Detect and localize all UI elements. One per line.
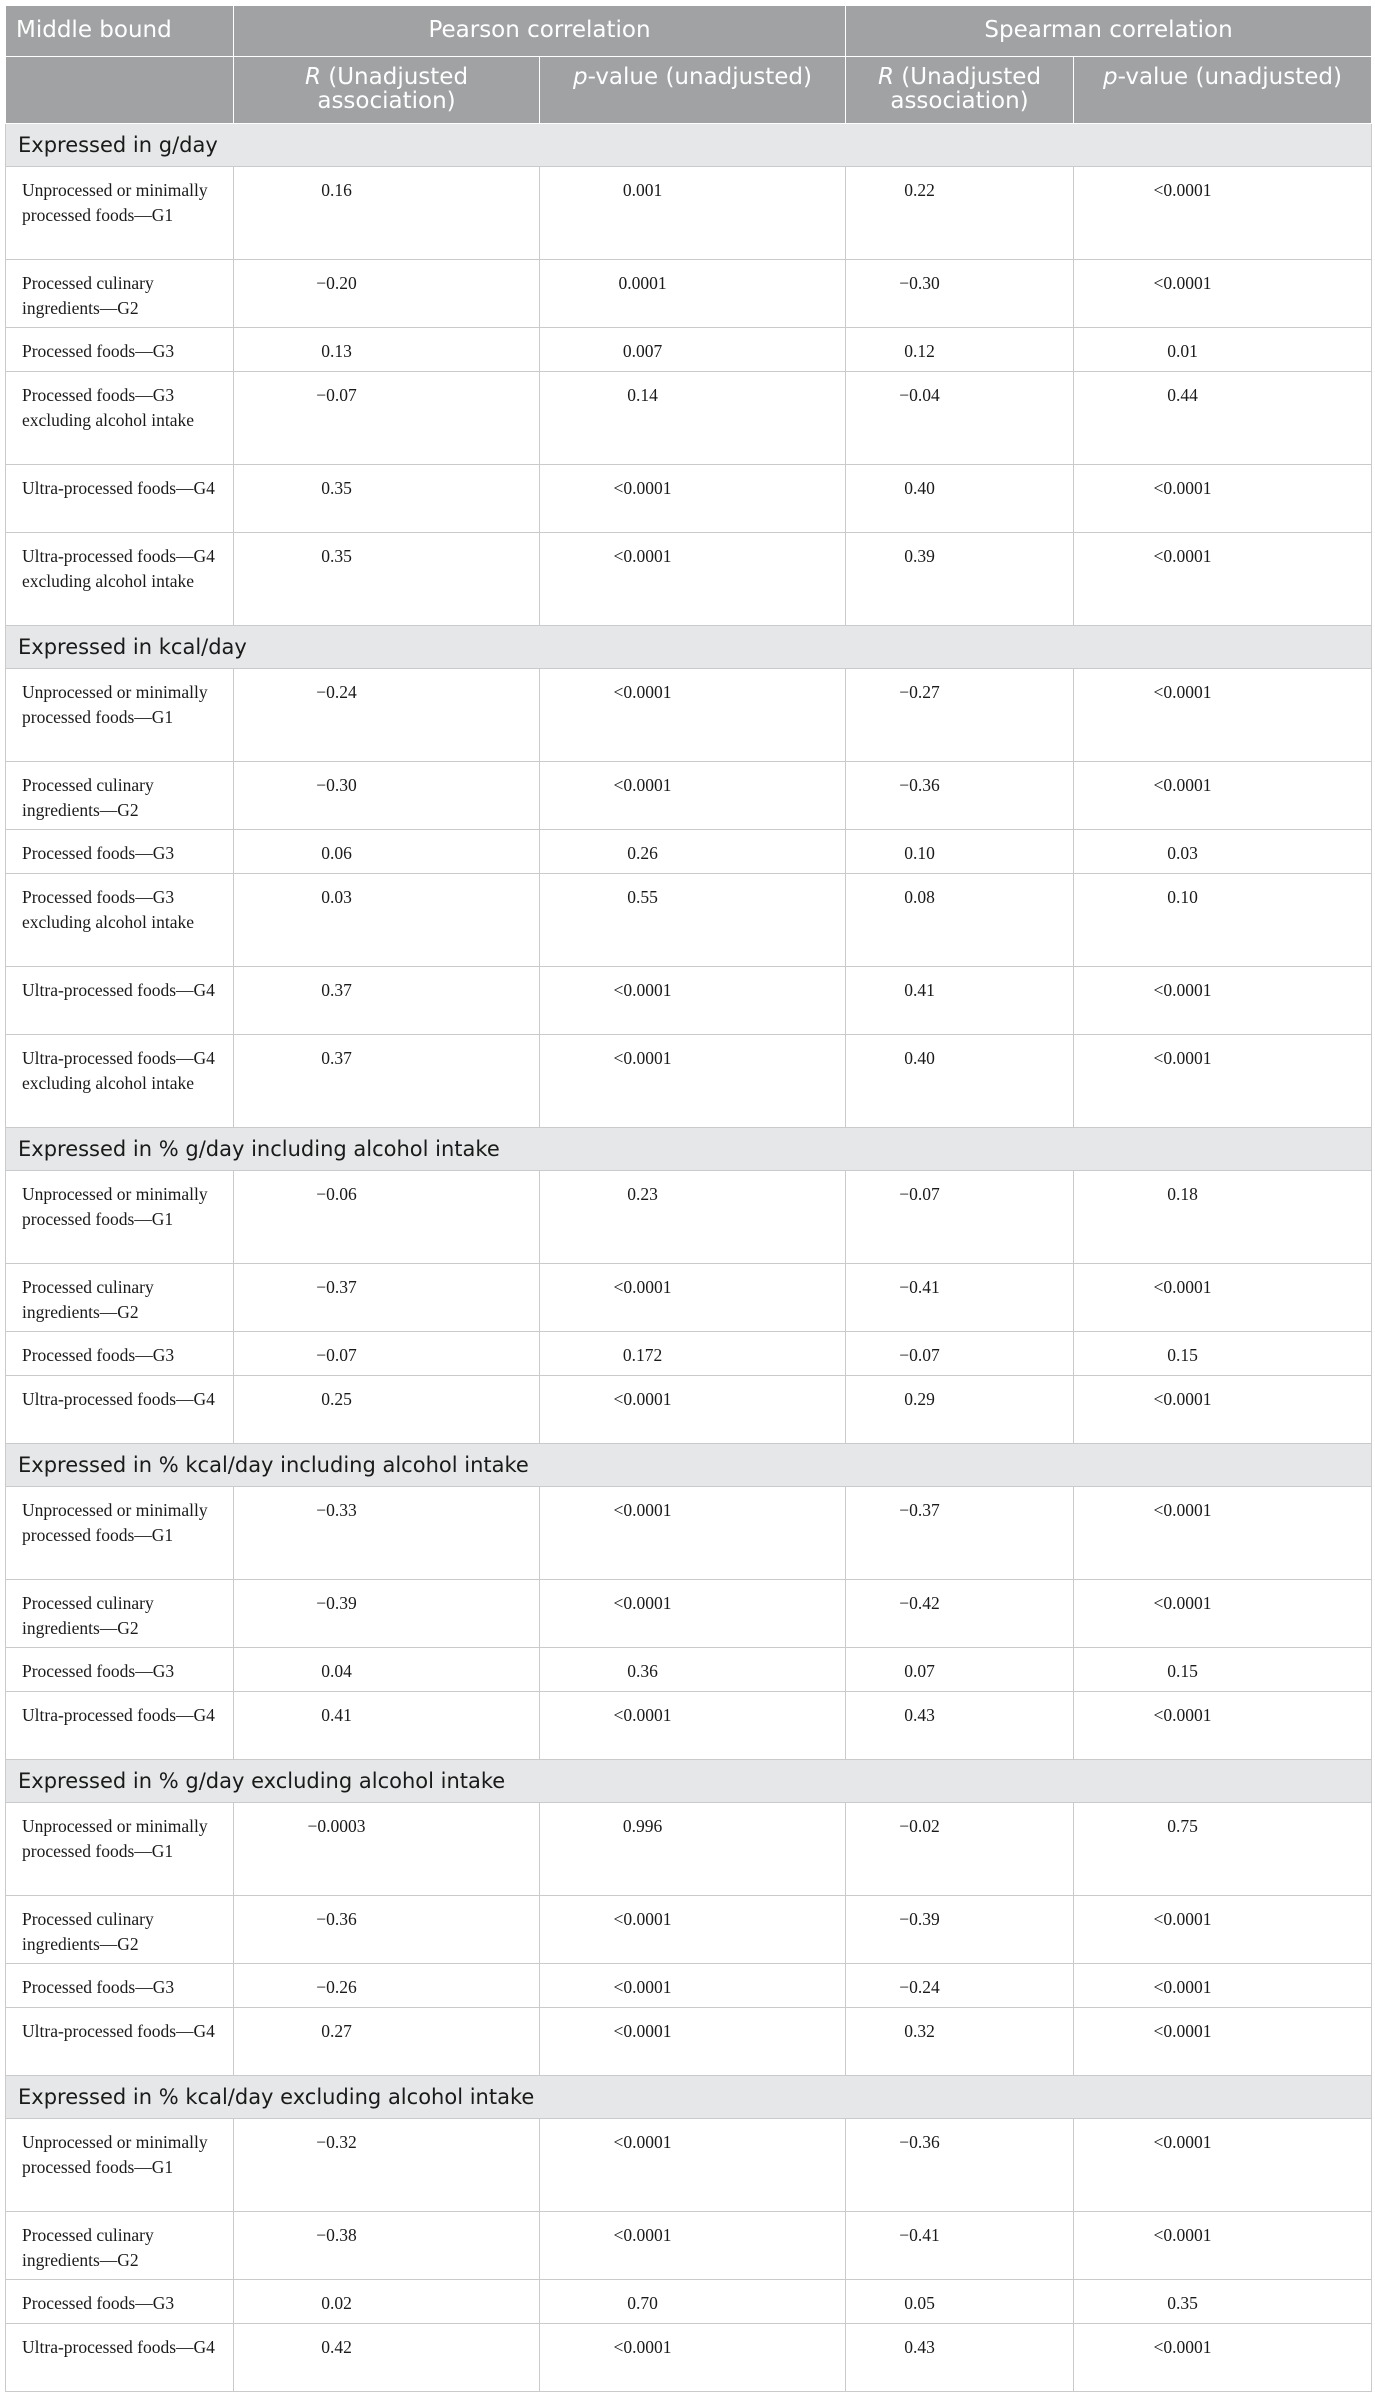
spearman-p-cell: 0.10 [1074,874,1372,967]
pearson-p-cell: <0.0001 [540,1964,846,2008]
p-desc: -value (unadjusted) [1117,64,1342,90]
pearson-r-cell: 0.16 [234,167,540,260]
table-row [6,830,1372,874]
pearson-r-cell: 0.42 [234,2324,540,2392]
table-row [6,1692,1372,1760]
table-row [6,465,1372,533]
r-symbol: R [304,64,321,90]
section-title: Expressed in % g/day including alcohol intake [6,1128,1372,1171]
spearman-r-cell: 0.07 [846,1648,1074,1692]
table-header [6,6,1372,124]
spearman-p-cell: <0.0001 [1074,260,1372,328]
spearman-r-cell: 0.08 [846,874,1074,967]
pearson-r-cell: 0.37 [234,967,540,1035]
spearman-p-cell: <0.0001 [1074,1264,1372,1332]
spearman-r-cell: −0.07 [846,1332,1074,1376]
row-label: Unprocessed or minimally processed foods—G1 [6,167,234,260]
spearman-p-cell: <0.0001 [1074,1692,1372,1760]
header-spearman-r [846,57,1074,124]
spearman-r-cell: −0.30 [846,260,1074,328]
table-row [6,1332,1372,1376]
header-middle-bound: Middle bound [6,6,234,57]
spearman-p-cell: 0.15 [1074,1648,1372,1692]
pearson-r-cell: −0.30 [234,762,540,830]
spearman-r-cell: −0.41 [846,1264,1074,1332]
pearson-r-cell: 0.35 [234,465,540,533]
pearson-r-cell: −0.39 [234,1580,540,1648]
pearson-r-cell: −0.06 [234,1171,540,1264]
pearson-p-cell: <0.0001 [540,967,846,1035]
spearman-p-cell: <0.0001 [1074,167,1372,260]
row-label: Processed culinary ingredients—G2 [6,2212,234,2280]
section-title: Expressed in kcal/day [6,626,1372,669]
spearman-r-cell: 0.29 [846,1376,1074,1444]
table-row [6,328,1372,372]
pearson-r-cell: −0.0003 [234,1803,540,1896]
spearman-r-cell: 0.22 [846,167,1074,260]
row-label: Unprocessed or minimally processed foods—G1 [6,2119,234,2212]
pearson-p-cell: <0.0001 [540,2008,846,2076]
row-label: Processed culinary ingredients—G2 [6,1264,234,1332]
spearman-r-cell: −0.37 [846,1487,1074,1580]
spearman-p-cell: <0.0001 [1074,1376,1372,1444]
spearman-p-cell: <0.0001 [1074,465,1372,533]
spearman-p-cell: <0.0001 [1074,669,1372,762]
pearson-p-cell: <0.0001 [540,2119,846,2212]
table-row [6,533,1372,626]
table-row [6,2324,1372,2392]
p-symbol: p [573,64,588,90]
pearson-p-cell: 0.007 [540,328,846,372]
row-label: Processed foods—G3 [6,328,234,372]
table-row [6,167,1372,260]
row-label: Processed foods—G3 [6,830,234,874]
table-row [6,762,1372,830]
spearman-p-cell: <0.0001 [1074,1896,1372,1964]
table-row [6,2212,1372,2280]
table-row [6,372,1372,465]
spearman-r-cell: −0.24 [846,1964,1074,2008]
header-row-2 [6,57,1372,124]
spearman-r-cell: 0.12 [846,328,1074,372]
r-desc: (Unadjusted association) [317,64,469,114]
table-row [6,1171,1372,1264]
row-label: Processed culinary ingredients—G2 [6,1580,234,1648]
spearman-p-cell: <0.0001 [1074,967,1372,1035]
spearman-p-cell: <0.0001 [1074,1964,1372,2008]
row-label: Unprocessed or minimally processed foods—G1 [6,1803,234,1896]
header-spearman-p [1074,57,1372,124]
row-label: Processed foods—G3 [6,1648,234,1692]
row-label: Ultra-processed foods—G4 [6,967,234,1035]
pearson-p-cell: 0.36 [540,1648,846,1692]
spearman-p-cell: 0.01 [1074,328,1372,372]
pearson-r-cell: 0.41 [234,1692,540,1760]
section-title: Expressed in % kcal/day including alcohol intake [6,1444,1372,1487]
spearman-p-cell: 0.18 [1074,1171,1372,1264]
header-row-1 [6,6,1372,57]
header-pearson: Pearson correlation [234,6,846,57]
row-label: Ultra-processed foods—G4 [6,1692,234,1760]
pearson-p-cell: 0.172 [540,1332,846,1376]
pearson-p-cell: <0.0001 [540,669,846,762]
spearman-p-cell: <0.0001 [1074,1580,1372,1648]
row-label: Processed foods—G3 excluding alcohol intake [6,874,234,967]
table-row [6,2280,1372,2324]
spearman-r-cell: −0.02 [846,1803,1074,1896]
pearson-p-cell: <0.0001 [540,1376,846,1444]
table-row [6,1803,1372,1896]
pearson-p-cell: <0.0001 [540,762,846,830]
pearson-r-cell: −0.07 [234,372,540,465]
spearman-r-cell: 0.39 [846,533,1074,626]
spearman-r-cell: −0.42 [846,1580,1074,1648]
section-title: Expressed in % g/day excluding alcohol intake [6,1760,1372,1803]
pearson-p-cell: <0.0001 [540,1264,846,1332]
spearman-r-cell: −0.36 [846,2119,1074,2212]
pearson-p-cell: <0.0001 [540,1896,846,1964]
pearson-p-cell: <0.0001 [540,1035,846,1128]
pearson-r-cell: −0.33 [234,1487,540,1580]
spearman-r-cell: 0.32 [846,2008,1074,2076]
table-row [6,1896,1372,1964]
spearman-r-cell: −0.36 [846,762,1074,830]
section-row [6,1760,1372,1803]
row-label: Processed foods—G3 [6,1332,234,1376]
spearman-p-cell: <0.0001 [1074,1035,1372,1128]
spearman-p-cell: 0.03 [1074,830,1372,874]
pearson-p-cell: <0.0001 [540,1487,846,1580]
spearman-p-cell: 0.75 [1074,1803,1372,1896]
row-label: Processed foods—G3 excluding alcohol intake [6,372,234,465]
row-label: Processed culinary ingredients—G2 [6,1896,234,1964]
pearson-p-cell: 0.14 [540,372,846,465]
p-desc: -value (unadjusted) [587,64,812,90]
pearson-p-cell: <0.0001 [540,2324,846,2392]
p-symbol: p [1103,64,1118,90]
pearson-p-cell: <0.0001 [540,533,846,626]
header-pearson-r [234,57,540,124]
pearson-r-cell: 0.04 [234,1648,540,1692]
spearman-r-cell: 0.43 [846,2324,1074,2392]
spearman-r-cell: −0.27 [846,669,1074,762]
table-wrapper [5,5,1371,2392]
spearman-p-cell: 0.15 [1074,1332,1372,1376]
spearman-p-cell: <0.0001 [1074,533,1372,626]
section-title: Expressed in g/day [6,124,1372,167]
table-row [6,260,1372,328]
table-row [6,874,1372,967]
header-empty [6,57,234,124]
spearman-r-cell: 0.40 [846,465,1074,533]
spearman-p-cell: <0.0001 [1074,1487,1372,1580]
row-label: Ultra-processed foods—G4 [6,2324,234,2392]
spearman-p-cell: 0.35 [1074,2280,1372,2324]
table-row [6,1376,1372,1444]
spearman-r-cell: 0.40 [846,1035,1074,1128]
spearman-r-cell: −0.04 [846,372,1074,465]
spearman-r-cell: 0.10 [846,830,1074,874]
row-label: Processed culinary ingredients—G2 [6,762,234,830]
spearman-p-cell: <0.0001 [1074,2324,1372,2392]
table-row [6,669,1372,762]
section-row [6,1444,1372,1487]
table-row [6,1648,1372,1692]
section-row [6,1128,1372,1171]
spearman-r-cell: 0.43 [846,1692,1074,1760]
table-row [6,1035,1372,1128]
spearman-p-cell: <0.0001 [1074,2212,1372,2280]
spearman-r-cell: −0.39 [846,1896,1074,1964]
pearson-r-cell: −0.32 [234,2119,540,2212]
row-label: Processed foods—G3 [6,1964,234,2008]
pearson-p-cell: 0.996 [540,1803,846,1896]
pearson-p-cell: 0.23 [540,1171,846,1264]
table-row [6,1487,1372,1580]
pearson-r-cell: −0.20 [234,260,540,328]
pearson-r-cell: −0.36 [234,1896,540,1964]
row-label: Ultra-processed foods—G4 excluding alcohol intake [6,1035,234,1128]
header-spearman: Spearman correlation [846,6,1372,57]
table-row [6,1964,1372,2008]
pearson-r-cell: 0.06 [234,830,540,874]
row-label: Ultra-processed foods—G4 [6,2008,234,2076]
table-row [6,967,1372,1035]
spearman-p-cell: <0.0001 [1074,762,1372,830]
pearson-r-cell: 0.02 [234,2280,540,2324]
row-label: Unprocessed or minimally processed foods—G1 [6,1171,234,1264]
table-row [6,2008,1372,2076]
pearson-p-cell: <0.0001 [540,1580,846,1648]
pearson-p-cell: 0.001 [540,167,846,260]
pearson-r-cell: −0.37 [234,1264,540,1332]
section-row [6,626,1372,669]
pearson-r-cell: −0.24 [234,669,540,762]
spearman-p-cell: <0.0001 [1074,2119,1372,2212]
pearson-r-cell: 0.03 [234,874,540,967]
spearman-p-cell: 0.44 [1074,372,1372,465]
table-row [6,2119,1372,2212]
row-label: Unprocessed or minimally processed foods—G1 [6,1487,234,1580]
row-label: Ultra-processed foods—G4 [6,1376,234,1444]
spearman-r-cell: −0.41 [846,2212,1074,2280]
spearman-r-cell: 0.41 [846,967,1074,1035]
section-row [6,124,1372,167]
row-label: Ultra-processed foods—G4 excluding alcohol intake [6,533,234,626]
row-label: Processed foods—G3 [6,2280,234,2324]
table-row [6,1580,1372,1648]
pearson-r-cell: −0.07 [234,1332,540,1376]
pearson-r-cell: 0.27 [234,2008,540,2076]
pearson-r-cell: 0.25 [234,1376,540,1444]
table-row [6,1264,1372,1332]
spearman-p-cell: <0.0001 [1074,2008,1372,2076]
pearson-r-cell: 0.35 [234,533,540,626]
r-symbol: R [877,64,894,90]
spearman-r-cell: 0.05 [846,2280,1074,2324]
table-body [6,124,1372,2392]
pearson-r-cell: −0.26 [234,1964,540,2008]
row-label: Ultra-processed foods—G4 [6,465,234,533]
row-label: Unprocessed or minimally processed foods—G1 [6,669,234,762]
section-row [6,2076,1372,2119]
pearson-p-cell: 0.0001 [540,260,846,328]
pearson-p-cell: <0.0001 [540,1692,846,1760]
pearson-p-cell: <0.0001 [540,2212,846,2280]
pearson-p-cell: 0.70 [540,2280,846,2324]
pearson-r-cell: 0.13 [234,328,540,372]
pearson-p-cell: 0.55 [540,874,846,967]
pearson-p-cell: 0.26 [540,830,846,874]
pearson-r-cell: −0.38 [234,2212,540,2280]
spearman-r-cell: −0.07 [846,1171,1074,1264]
section-title: Expressed in % kcal/day excluding alcohol intake [6,2076,1372,2119]
row-label: Processed culinary ingredients—G2 [6,260,234,328]
r-desc: (Unadjusted association) [890,64,1042,114]
pearson-r-cell: 0.37 [234,1035,540,1128]
correlation-table [5,5,1372,2392]
pearson-p-cell: <0.0001 [540,465,846,533]
header-pearson-p [540,57,846,124]
